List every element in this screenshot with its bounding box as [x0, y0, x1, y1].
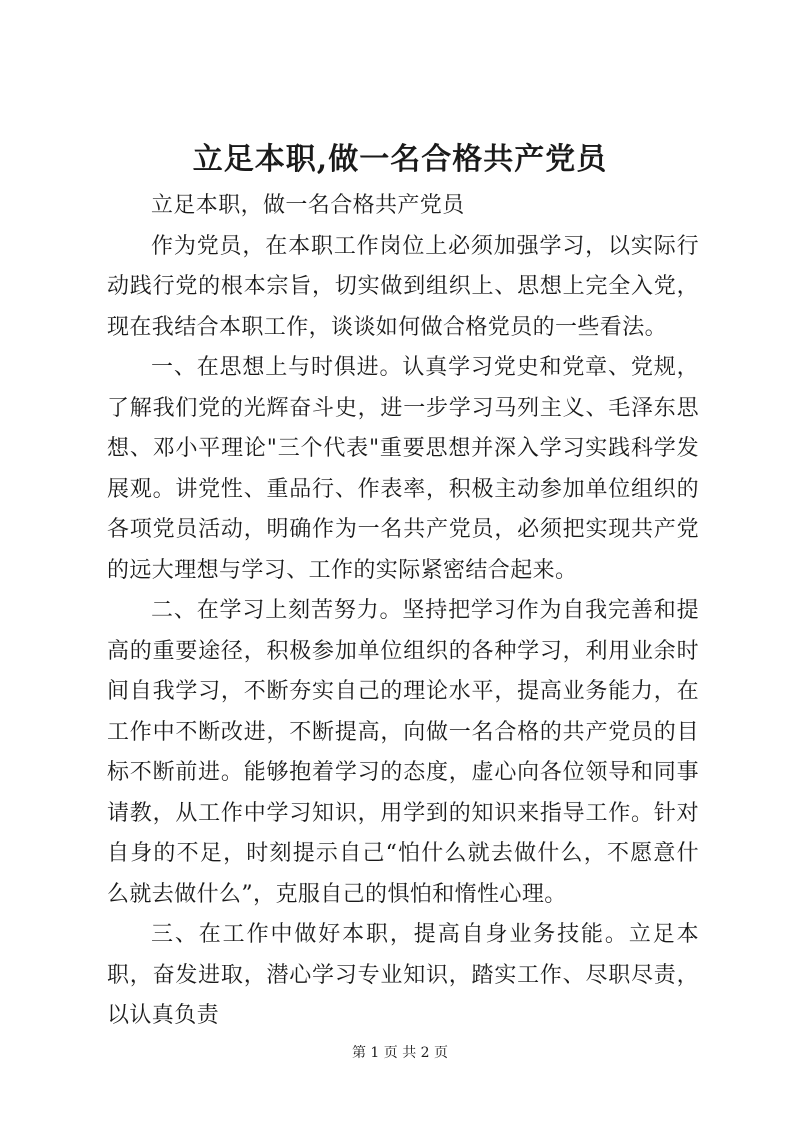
paragraph-section-1: 一、在思想上与时俱进。认真学习党史和党章、党规，了解我们党的光辉奋斗史，进一步学习马列主义、毛泽东思想、邓小平理论"三个代表"重要思想并深入学习实践科学发展观。讲党性、重品行、作表率，积极主动参加单位组织的各项党员活动，明确作为一名共产党员，必须把实现共产党的远大理想与学习、工作的实际紧密结合起来。	[107, 355, 699, 583]
paragraph-subtitle: 立足本职，做一名合格共产党员	[151, 193, 465, 218]
paragraph-intro: 作为党员，在本职工作岗位上必须加强学习，以实际行动践行党的根本宗旨，切实做到组织上、思想上完全入党，现在我结合本职工作，谈谈如何做合格党员的一些看法。	[107, 233, 699, 340]
page-number-footer: 第 1 页 共 2 页	[351, 1045, 449, 1061]
paragraph-section-2: 二、在学习上刻苦努力。坚持把学习作为自我完善和提高的重要途径，积极参加单位组织的各种学习，利用业余时间自我学习，不断夯实自己的理论水平，提高业务能力，在工作中不断改进，不断提高，向做一名合格的共产党员的目标不断前进。能够抱着学习的态度，虚心向各位领导和同事请教，从工作中学习知识，用学到的知识来指导工作。针对自身的不足，时刻提示自己“怕什么就去做什么，不愿意什么就去做什么”，克服自己的惧怕和惰性心理。	[107, 598, 699, 907]
paragraph-section-3: 三、在工作中做好本职，提高自身业务技能。立足本职，奋发进取，潜心学习专业知识，踏实工作、尽职尽责，以认真负责	[107, 922, 699, 1028]
document-title: 立足本职,做一名合格共产党员	[192, 142, 608, 177]
document-body	[107, 186, 699, 1037]
